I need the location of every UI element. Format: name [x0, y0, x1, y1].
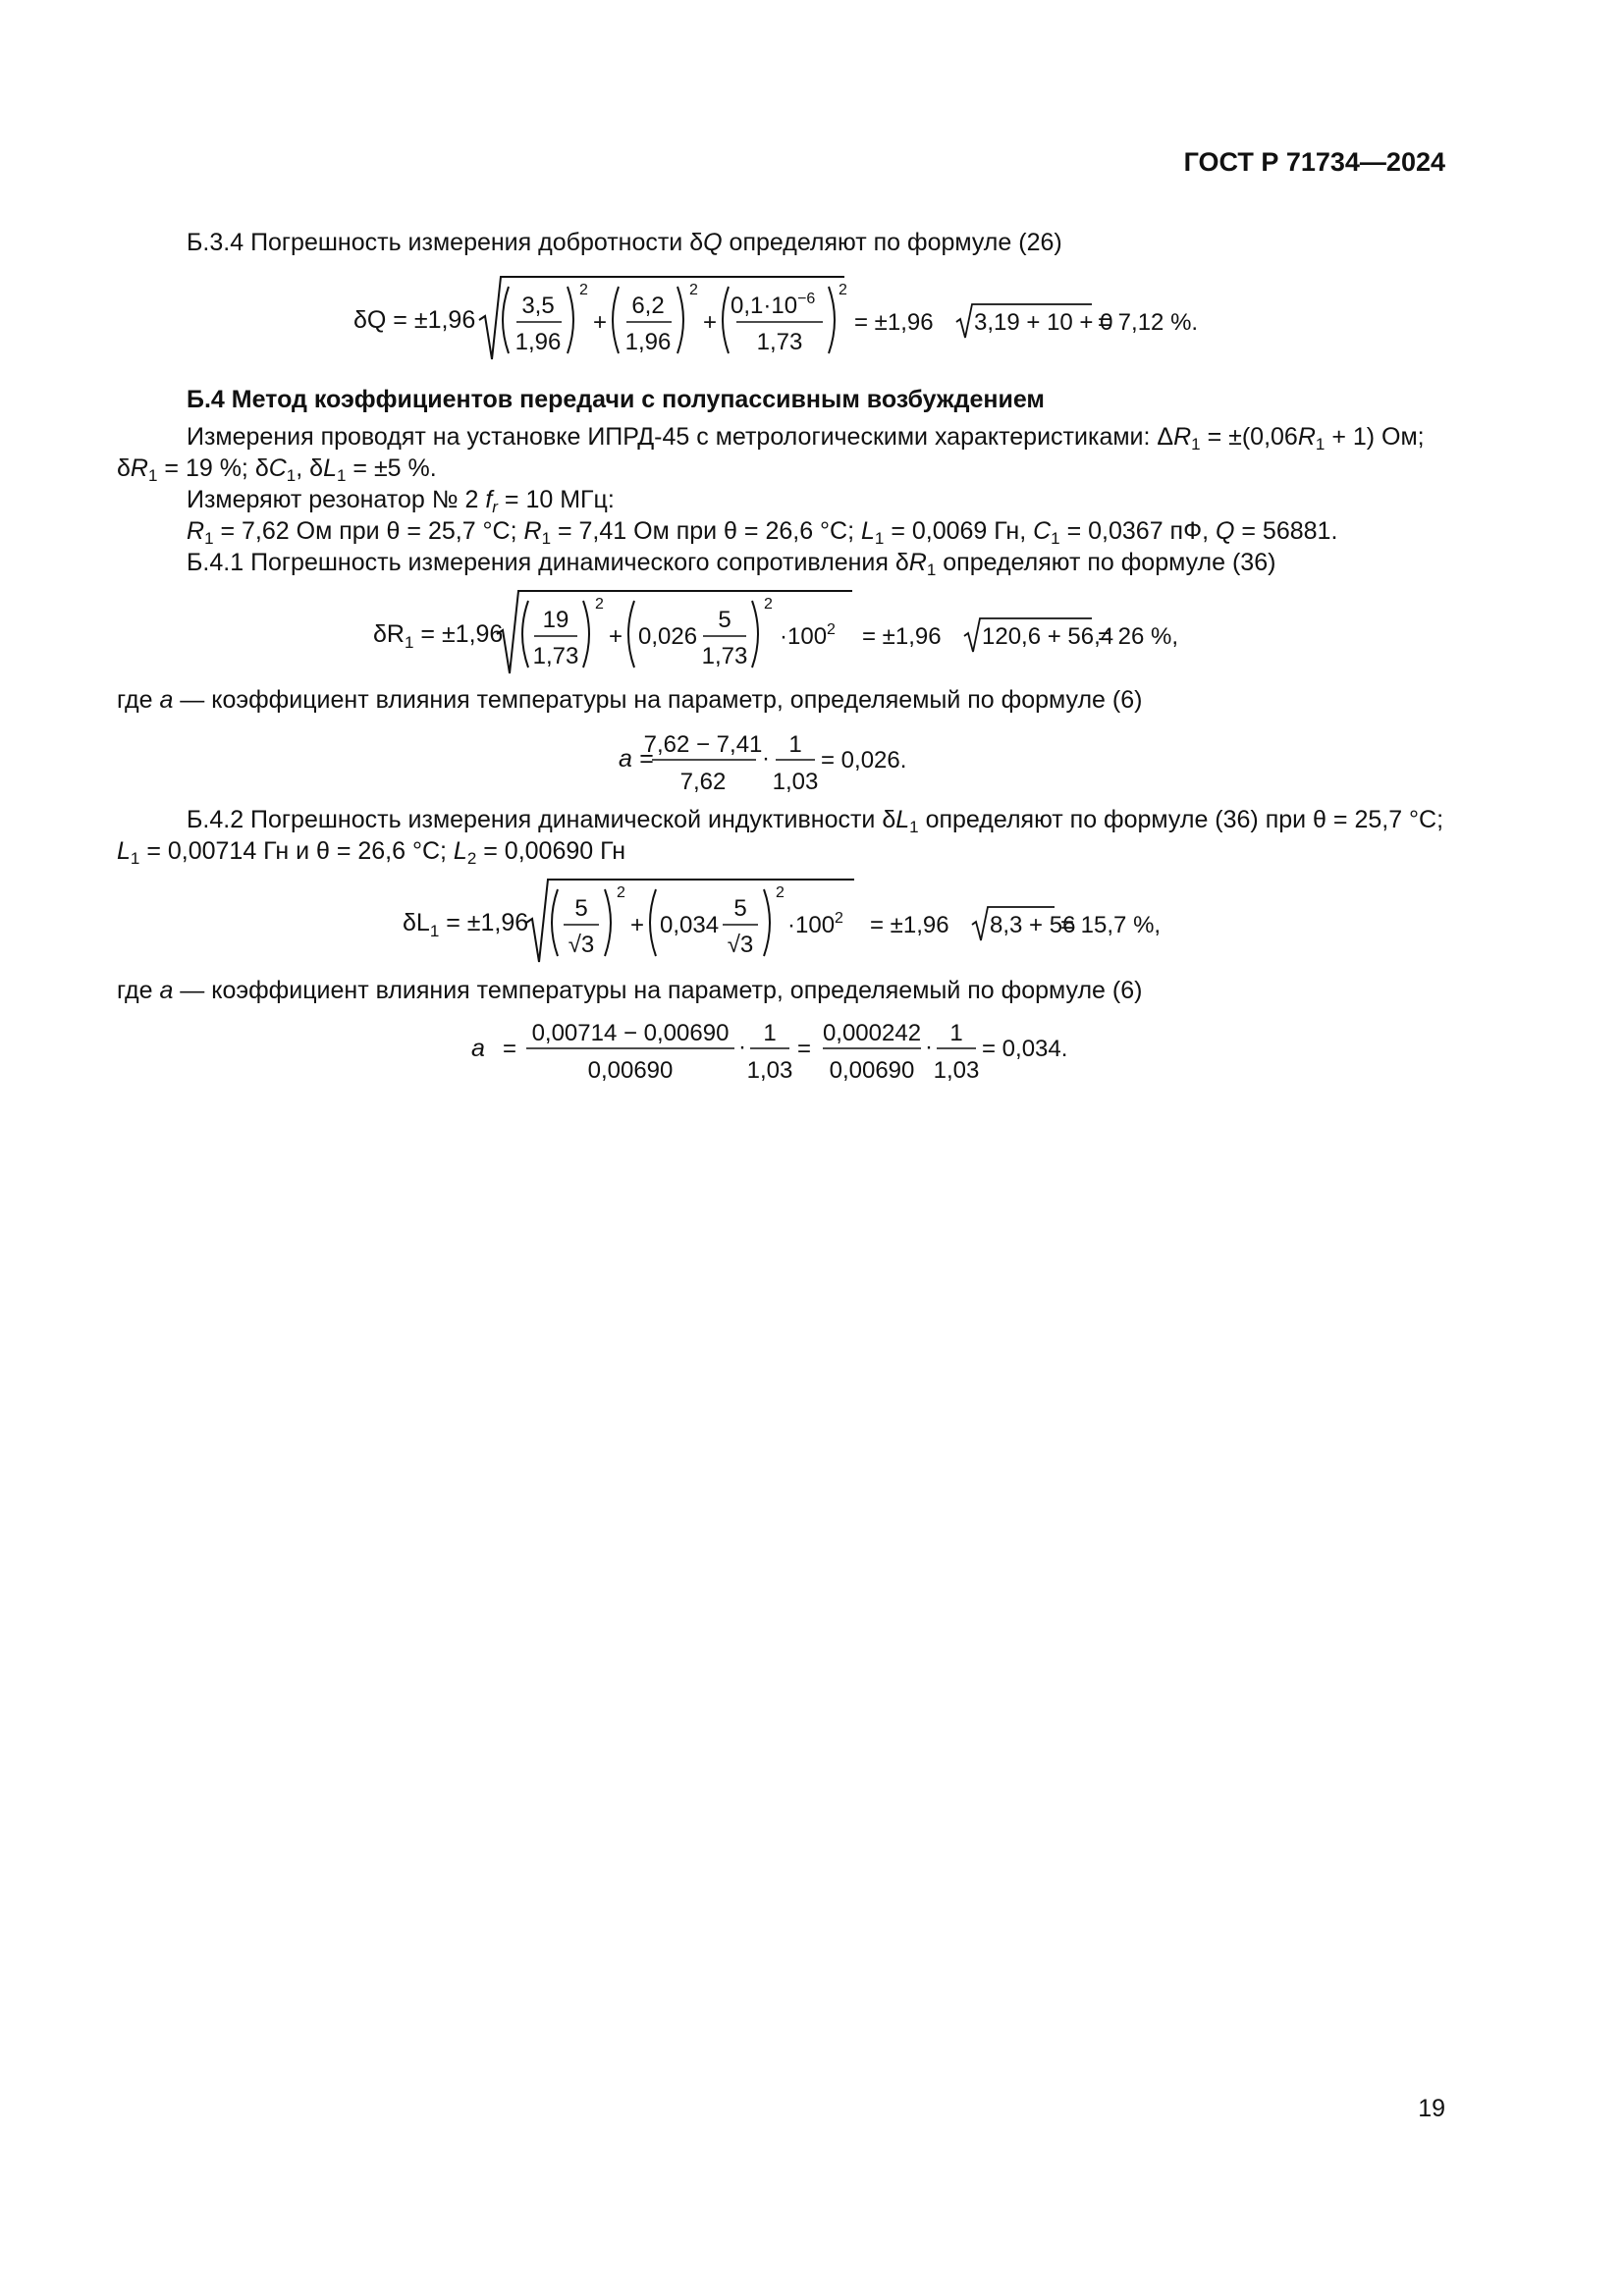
- symbol: R: [908, 549, 927, 576]
- formula-lhs: [403, 909, 528, 940]
- numerator-exponent: −6: [797, 291, 816, 307]
- exponent: 2: [579, 282, 588, 298]
- formula-result: = 26 %,: [1098, 623, 1179, 650]
- denominator: 1,96: [624, 329, 672, 355]
- text: = ±5 %.: [346, 454, 437, 482]
- numerator: 5: [718, 607, 731, 633]
- text: определяют по формуле (36) при θ = 25,7 °C;: [918, 806, 1444, 833]
- denominator: 1,73: [532, 643, 579, 669]
- symbol: R: [187, 517, 205, 545]
- numerator: 1: [949, 1020, 963, 1046]
- right-paren: [829, 287, 835, 353]
- symbol: L: [895, 806, 910, 833]
- symbol: a: [159, 977, 174, 1004]
- text: = 7,62 Ом при θ = 25,7 °C;: [213, 517, 524, 545]
- text: δ: [117, 454, 131, 482]
- numerator: 6,2: [631, 293, 665, 319]
- right-paren: [764, 889, 770, 956]
- lhs-base: δL: [403, 909, 430, 936]
- subscript: r: [492, 498, 498, 516]
- paragraph-b42-line2: [117, 836, 625, 867]
- multiplier-exponent: 2: [827, 621, 836, 638]
- subscript: 1: [1315, 435, 1326, 454]
- subscript: 1: [130, 849, 140, 868]
- text: Б.4.2 Погрешность измерения динамической индуктивности δ: [187, 806, 896, 833]
- subscript: 1: [541, 529, 552, 548]
- multiplier-exponent: 2: [835, 910, 843, 927]
- exponent: 2: [595, 596, 604, 613]
- text: где: [117, 977, 160, 1004]
- symbol: R: [523, 517, 542, 545]
- multiplier: [787, 910, 843, 938]
- paragraph-b4-line1: [187, 422, 1425, 453]
- formula-rhs: = ±1,96: [870, 912, 949, 938]
- numerator: 5: [574, 895, 588, 922]
- exponent: 2: [764, 596, 773, 613]
- lhs-subscript: 1: [429, 922, 440, 940]
- symbol: R: [1173, 423, 1192, 451]
- formula-rhs: = ±1,96: [854, 309, 934, 336]
- text: Измеряют резонатор № 2: [187, 486, 486, 513]
- denominator: 1,03: [772, 769, 819, 795]
- formula-dQ: [353, 271, 1218, 369]
- text: определяют по формуле (36): [936, 549, 1276, 576]
- symbol: R: [1297, 423, 1316, 451]
- numerator: 1: [763, 1020, 777, 1046]
- symbol: a: [159, 686, 174, 714]
- paragraph-b34: [187, 228, 1062, 258]
- formula-result: = 0,034.: [982, 1036, 1068, 1062]
- text: = ±(0,06: [1200, 423, 1298, 451]
- subscript: 1: [874, 529, 885, 548]
- left-paren: [723, 287, 729, 353]
- formula-result: = 7,12 %.: [1098, 309, 1199, 336]
- lhs-text: a =: [619, 745, 654, 773]
- symbol: L: [453, 837, 467, 865]
- formula-lhs: [373, 620, 503, 652]
- formula-dL1: [403, 874, 1188, 972]
- exponent: 2: [617, 884, 625, 901]
- symbol: Q: [1215, 517, 1235, 545]
- subscript: 1: [1051, 529, 1060, 548]
- subscript: 1: [286, 466, 297, 485]
- numerator: 5: [733, 895, 747, 922]
- subscript: 1: [147, 466, 158, 485]
- numerator: [731, 291, 815, 319]
- paragraph-b41: [187, 548, 1275, 578]
- multiplier-base: ·100: [787, 912, 836, 938]
- dot-operator: ·: [925, 1034, 933, 1060]
- formula-a2: [471, 1011, 1100, 1090]
- plus-sign: +: [703, 309, 718, 336]
- plus-sign: +: [630, 912, 645, 938]
- text: = 7,41 Ом при θ = 26,6 °C;: [551, 517, 861, 545]
- subscript: 1: [336, 466, 347, 485]
- denominator: √3: [727, 932, 754, 958]
- formula-a1: [619, 722, 972, 801]
- subscript: 1: [926, 561, 937, 579]
- symbol: Q: [703, 229, 723, 256]
- text: = 0,0069 Гн,: [884, 517, 1034, 545]
- text: определяют по формуле (26): [722, 229, 1062, 256]
- dot-operator: ·: [762, 745, 770, 772]
- text: = 0,0367 пФ,: [1059, 517, 1216, 545]
- section-title-b4: Б.4 Метод коэффициентов передачи с полупассивным возбуждением: [187, 386, 1045, 413]
- formula-dR1: [373, 585, 1198, 683]
- subscript: 1: [1191, 435, 1201, 454]
- symbol: L: [861, 517, 875, 545]
- document-header: ГОСТ Р 71734—2024: [1183, 147, 1445, 177]
- denominator: 0,00690: [587, 1057, 674, 1084]
- formula-result: = 15,7 %,: [1060, 912, 1162, 938]
- lhs-rest: = ±1,96: [439, 909, 529, 936]
- coefficient: 0,026: [638, 623, 698, 650]
- denominator: 1,03: [746, 1057, 793, 1084]
- clause-number: Б.3.4: [187, 229, 244, 256]
- left-paren: [613, 287, 619, 353]
- left-paren: [522, 601, 528, 667]
- text: — коэффициент влияния температуры на параметр, определяемый по формуле (6): [173, 686, 1143, 714]
- subscript: 1: [204, 529, 214, 548]
- paragraph-b4-line3: [187, 485, 615, 515]
- numerator: 0,000242: [822, 1020, 922, 1046]
- denominator: 1,03: [933, 1057, 980, 1084]
- where-clause-2: [117, 976, 1142, 1006]
- numerator: 7,62 − 7,41: [643, 731, 763, 758]
- equals-sign: =: [797, 1036, 812, 1062]
- denominator: 1,73: [756, 329, 803, 355]
- right-paren: [568, 287, 573, 353]
- formula-lhs: a: [471, 1035, 485, 1062]
- subscript: 2: [466, 849, 477, 868]
- text: = 0,00690 Гн: [476, 837, 626, 865]
- text: = 10 МГц:: [497, 486, 615, 513]
- lhs-rest: = ±1,96: [413, 620, 504, 648]
- paragraph-b4-line2: [117, 454, 437, 484]
- text: = 0,00714 Гн и θ = 26,6 °C;: [139, 837, 454, 865]
- text: = 19 %; δ: [157, 454, 269, 482]
- subscript: 1: [909, 818, 919, 836]
- right-paren: [605, 889, 611, 956]
- exponent: 2: [839, 282, 847, 298]
- symbol: C: [268, 454, 287, 482]
- denominator: 1,73: [701, 643, 748, 669]
- text: Погрешность измерения динамического сопротивления δ: [250, 549, 909, 576]
- exponent: 2: [689, 282, 698, 298]
- denominator: √3: [568, 932, 595, 958]
- text: — коэффициент влияния температуры на параметр, определяемый по формуле (6): [173, 977, 1143, 1004]
- multiplier-base: ·100: [780, 623, 828, 650]
- clause-number: Б.4.1: [187, 549, 244, 576]
- denominator: 0,00690: [829, 1057, 915, 1084]
- symbol: R: [130, 454, 148, 482]
- multiplier: [780, 621, 836, 650]
- left-paren: [503, 287, 509, 353]
- plus-sign: +: [593, 309, 608, 336]
- lhs-base: δR: [373, 620, 405, 648]
- text: Измерения проводят на установке ИПРД-45 с метрологическими характеристиками: Δ: [187, 423, 1174, 451]
- left-paren: [650, 889, 656, 956]
- formula-lhs: δQ = ±1,96: [353, 306, 476, 334]
- dot-operator: ·: [738, 1034, 746, 1060]
- radicand: 120,6 + 56,4: [982, 623, 1114, 650]
- text: = 56881.: [1234, 517, 1338, 545]
- paragraph-b4-line4: [187, 516, 1337, 547]
- formula-rhs: = ±1,96: [862, 623, 942, 650]
- left-paren: [552, 889, 558, 956]
- coefficient: 0,034: [660, 912, 720, 938]
- where-clause-1: [117, 685, 1142, 716]
- symbol: L: [117, 837, 131, 865]
- denominator: 7,62: [679, 769, 727, 795]
- text: где: [117, 686, 160, 714]
- symbol: f: [485, 486, 493, 513]
- numerator: 0,00714 − 0,00690: [531, 1020, 730, 1046]
- formula-result: = 0,026.: [821, 747, 907, 774]
- text: Погрешность измерения добротности δ: [250, 229, 704, 256]
- text: + 1) Ом;: [1325, 423, 1425, 451]
- paragraph-b42-line1: [187, 805, 1443, 835]
- exponent: 2: [776, 884, 785, 901]
- text: , δ: [296, 454, 324, 482]
- numerator-base: 0,1·10: [731, 293, 798, 319]
- radicand: 3,19 + 10 + 0: [974, 309, 1113, 336]
- symbol: C: [1033, 517, 1052, 545]
- right-paren: [583, 601, 589, 667]
- right-paren: [752, 601, 758, 667]
- page-number: 19: [1418, 2095, 1445, 2122]
- radicand: 8,3 + 56: [990, 912, 1076, 938]
- right-paren: [677, 287, 683, 353]
- denominator: 1,96: [514, 329, 562, 355]
- equals-sign: =: [503, 1036, 517, 1062]
- numerator: 1: [788, 731, 802, 758]
- lhs-subscript: 1: [404, 633, 414, 652]
- numerator: 19: [542, 607, 569, 633]
- symbol: L: [323, 454, 337, 482]
- numerator: 3,5: [521, 293, 555, 319]
- left-paren: [628, 601, 634, 667]
- plus-sign: +: [609, 623, 623, 650]
